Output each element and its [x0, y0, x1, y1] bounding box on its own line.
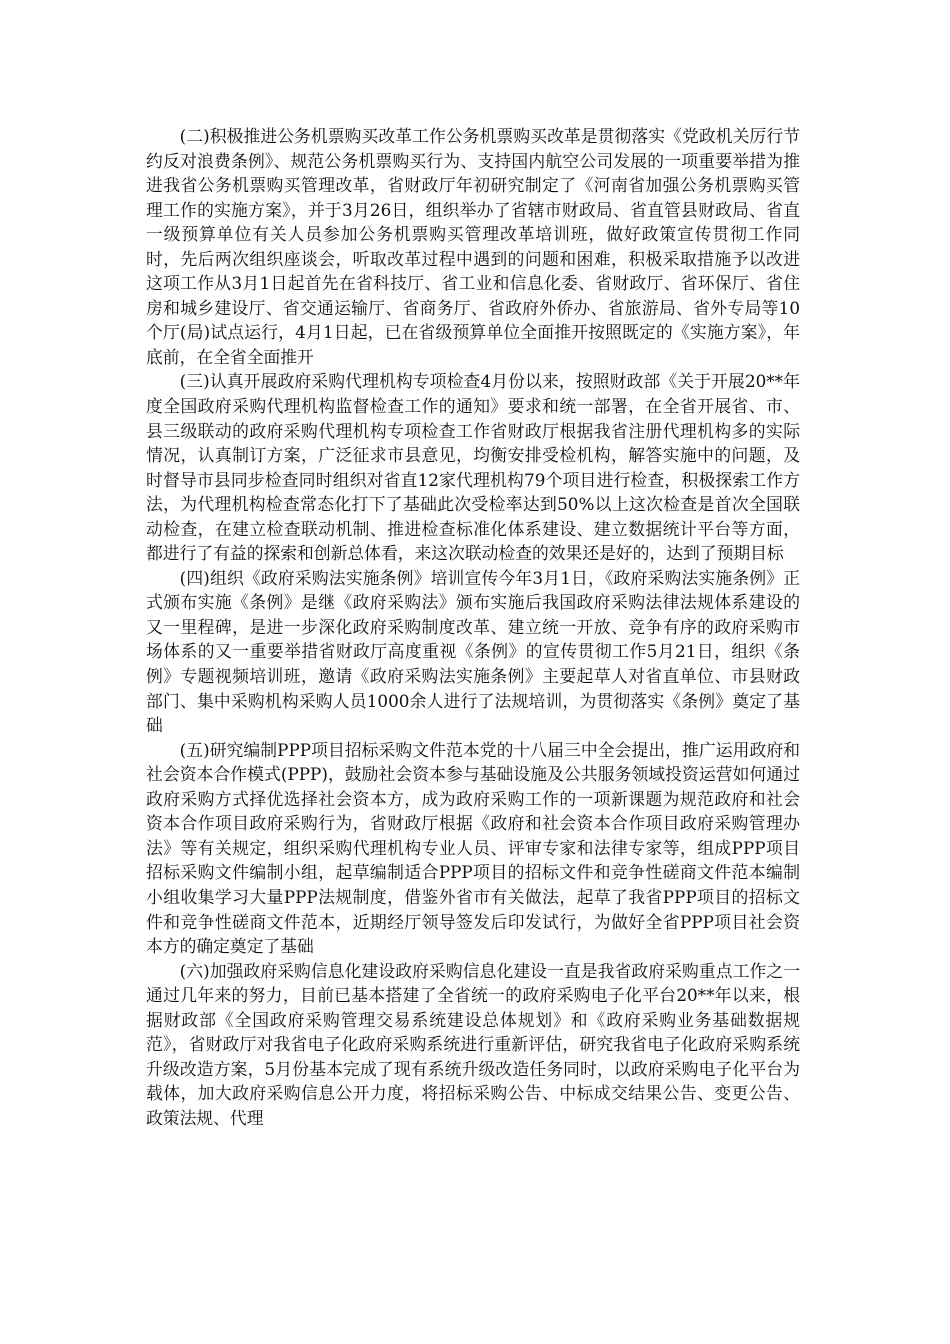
paragraph-section-2: (二)积极推进公务机票购买改革工作公务机票购买改革是贯彻落实《党政机关厉行节约反对浪费条例》、规范公务机票购买行为、支持国内航空公司发展的一项重要举措为推进我省公务机票购买管理改革，省财政厅年初研究制定了《河南省加强公务机票购买管理工作的实施方案》，并于3月26日，组织举办了省辖市财政局、省直管县财政局、省直一级预算单位有关人员参加公务机票购买管理改革培训班，做好政策宣传贯彻工作同时，先后两次组织座谈会，听取改革过程中遇到的问题和困难，积极采取措施予以改进这项工作从3月1日起首先在省科技厅、省工业和信息化委、省财政厅、省环保厅、省住房和城乡建设厅、省交通运输厅、省商务厅、省政府外侨办、省旅游局、省外专局等10个厅(局)试点运行，4月1日起，已在省级预算单位全面推开按照既定的《实施方案》，年底前，在全省全面推开 [146, 126, 800, 367]
document-body [146, 124, 800, 1130]
paragraph-section-3: (三)认真开展政府采购代理机构专项检查4月份以来，按照财政部《关于开展20**年度全国政府采购代理机构监督检查工作的通知》要求和统一部署，在全省开展省、市、县三级联动的政府采购代理机构专项检查工作省财政厅根据我省注册代理机构多的实际情况，认真制订方案，广泛征求市县意见，均衡安排受检机构，解答实施中的问题，及时督导市县同步检查同时组织对省直12家代理机构79个项目进行检查，积极探索工作方法，为代理机构检查常态化打下了基础此次受检率达到50%以上这次检查是首次全国联动检查，在建立检查联动机制、推进检查标准化体系建设、建立数据统计平台等方面，都进行了有益的探索和创新总体看，来这次联动检查的效果还是好的，达到了预期目标 [146, 371, 800, 564]
paragraph-section-4: (四)组织《政府采购法实施条例》培训宣传今年3月1日，《政府采购法实施条例》正式颁布实施《条例》是继《政府采购法》颁布实施后我国政府采购法律法规体系建设的又一里程碑，是进一步深化政府采购制度改革、建立统一开放、竞争有序的政府采购市场体系的又一重要举措省财政厅高度重视《条例》的宣传贯彻工作5月21日，组织《条例》专题视频培训班，邀请《政府采购法实施条例》主要起草人对省直单位、市县财政部门、集中采购机构采购人员1000余人进行了法规培训，为贯彻落实《条例》奠定了基础 [146, 567, 800, 736]
paragraph-section-5: (五)研究编制PPP项目招标采购文件范本党的十八届三中全会提出，推广运用政府和社会资本合作模式(PPP)，鼓励社会资本参与基础设施及公共服务领域投资运营如何通过政府采购方式择优选择社会资本方，成为政府采购工作的一项新课题为规范政府和社会资本合作项目政府采购行为，省财政厅根据《政府和社会资本合作项目政府采购管理办法》等有关规定，组织采购代理机构专业人员、评审专家和法律专家等，组成PPP项目招标采购文件编制小组，起草编制适合PPP项目的招标文件和竞争性磋商文件范本编制小组收集学习大量PPP法规制度，借鉴外省市有关做法，起草了我省PPP项目的招标文件和竞争性磋商文件范本，近期经厅领导签发后印发试行，为做好全省PPP项目社会资本方的确定奠定了基础 [146, 739, 800, 957]
paragraph-section-6: (六)加强政府采购信息化建设政府采购信息化建设一直是我省政府采购重点工作之一通过几年来的努力，目前已基本搭建了全省统一的政府采购电子化平台20**年以来，根据财政部《全国政府采购管理交易系统建设总体规划》和《政府采购业务基础数据规范》，省财政厅对我省电子化政府采购系统进行重新评估，研究我省电子化政府采购系统升级改造方案，5月份基本完成了现有系统升级改造任务同时，以政府采购电子化平台为载体，加大政府采购信息公开力度，将招标采购公告、中标成交结果公告、变更公告、政策法规、代理 [146, 960, 800, 1128]
